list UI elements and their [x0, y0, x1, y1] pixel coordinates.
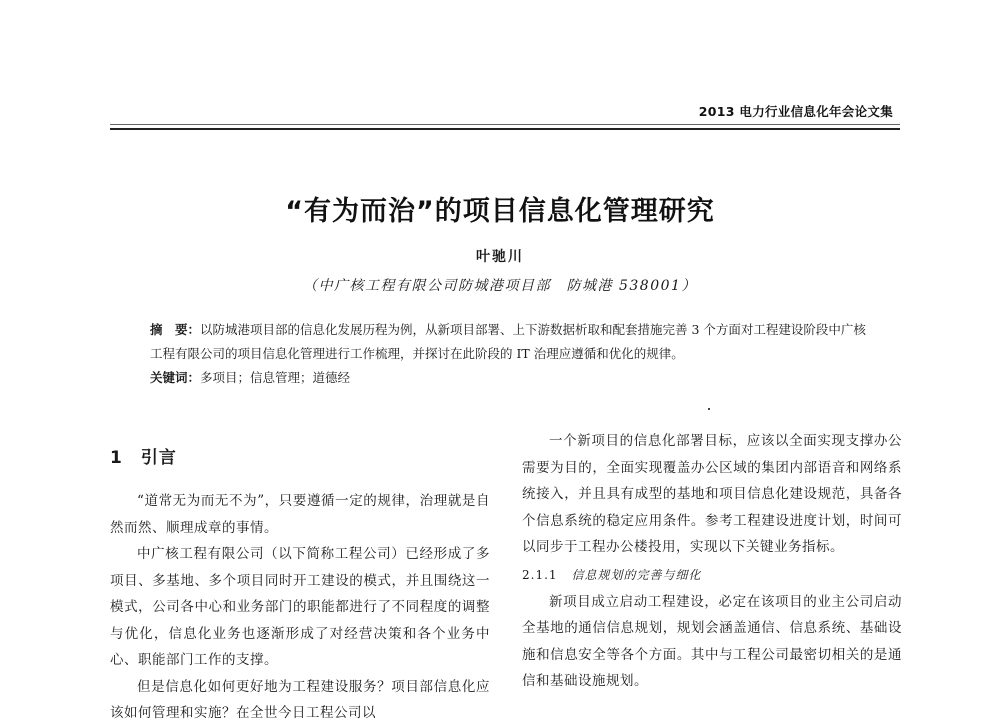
journal-header: 2013 电力行业信息化年会论文集 [698, 104, 893, 119]
abstract-text: 以防城港项目部的信息化发展历程为例，从新项目部署、上下游数据析取和配套措施完善 3 个方面对工程建设阶段中广核工程有限公司的项目信息化管理进行工作梳理，并探讨在此阶段的 IT 治理应遵循和优化的规律。 [150, 322, 866, 361]
body-paragraph: “道常无为而无不为”，只要遵循一定的规律，治理就是自然而然、顺理成章的事情。 [110, 493, 490, 536]
keywords-label: 关键词： [150, 370, 201, 385]
body-paragraph: 中广核工程有限公司（以下简称工程公司）已经形成了多项目、多基地、多个项目同时开工建设的模式，并且围绕这一模式，公司各中心和业务部门的职能都进行了不同程度的调整与优化，信息化业务也逐渐形成了对经营决策和各个业务中心、职能部门工作的支撑。 [110, 546, 490, 668]
right-column [522, 428, 902, 695]
section-number: 1 [110, 448, 123, 468]
body-paragraph: 新项目成立启动工程建设，必定在该项目的业主公司启动全基地的通信信息规划，规划会涵盖通信、信息系统、基础设施和信息安全等各个方面。其中与工程公司最密切相关的是通信和基础设施规划。 [522, 593, 902, 689]
subsection-number: 2.1.1 [522, 567, 558, 582]
article-author: 叶驰川 [476, 249, 524, 265]
stray-dot [708, 408, 710, 410]
section-heading-introduction [110, 440, 490, 476]
abstract-paragraph [150, 318, 870, 366]
header-rule-thin [110, 124, 900, 125]
keywords-text: 多项目；信息管理；道德经 [200, 370, 351, 385]
subsection-title: 信息规划的完善与细化 [571, 567, 702, 582]
section-title: 引言 [140, 448, 177, 468]
body-paragraph: 但是信息化如何更好地为工程建设服务？项目部信息化应该如何管理和实施？在全世今日工程公司以 [110, 678, 490, 721]
body-paragraph: 一个新项目的信息化部署目标，应该以全面实现支撑办公需要为目的，全面实现覆盖办公区域的集团内部语音和网络系统接入，并且具有成型的基地和项目信息化建设规范，具备各个信息系统的稳定应用条件。参考工程建设进度计划，时间可以同步于工程办公楼投用，实现以下关键业务指标。 [522, 433, 902, 555]
abstract-block [150, 318, 870, 390]
header-rule [110, 128, 900, 130]
abstract-label: 摘 要： [150, 322, 201, 337]
left-column [110, 440, 490, 727]
subsection-heading [522, 561, 902, 589]
article-affiliation: （中广核工程有限公司防城港项目部 防城港 538001） [303, 278, 697, 294]
article-title: “有为而治”的项目信息化管理研究 [285, 196, 715, 227]
keywords-paragraph [150, 366, 870, 390]
